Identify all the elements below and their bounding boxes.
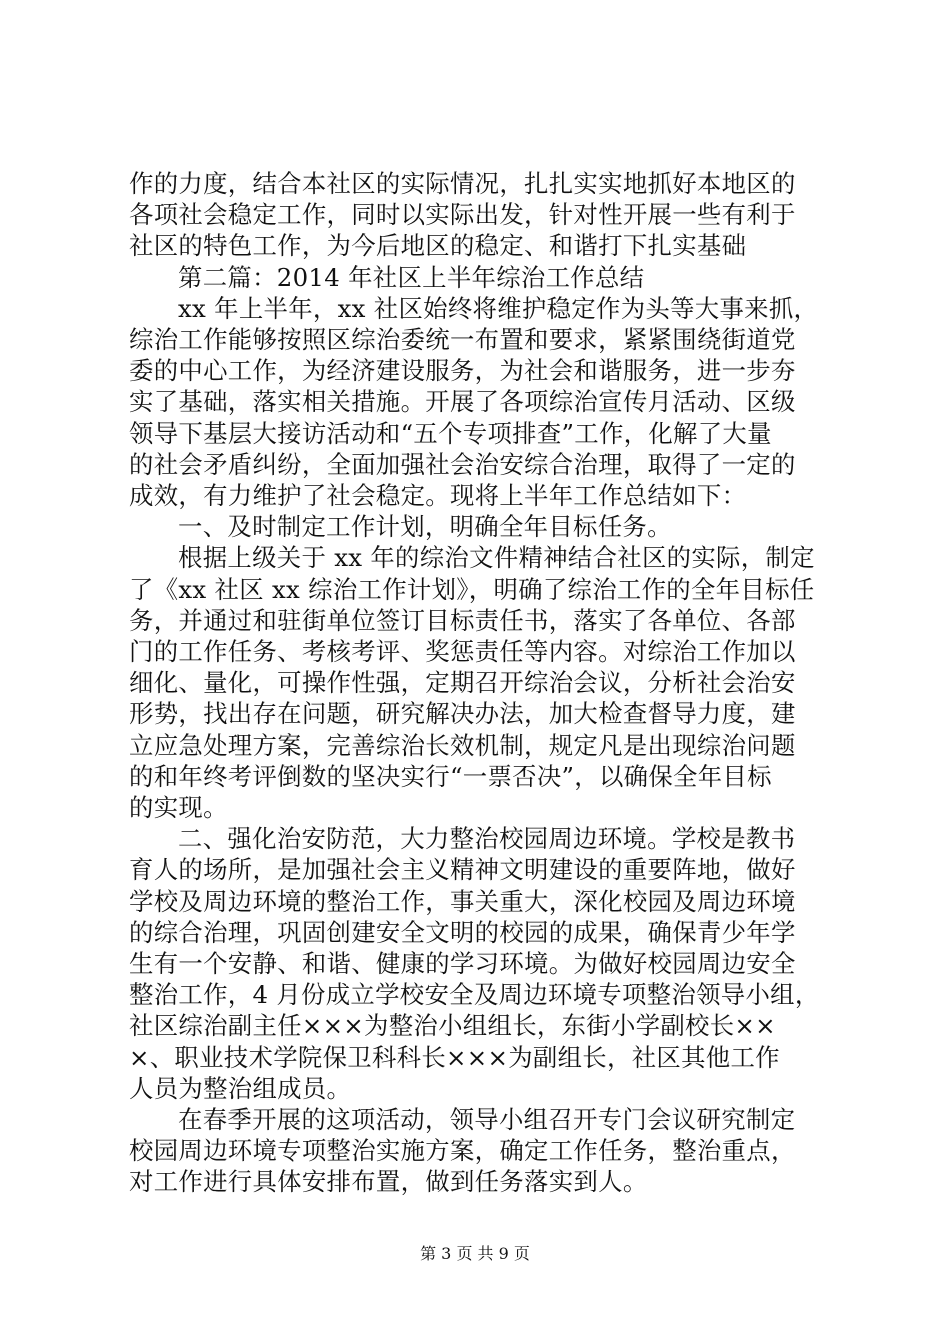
text-line: 了《xx 社区 xx 综治工作计划》，明确了综治工作的全年目标任 bbox=[129, 574, 815, 604]
text-line: 各项社会稳定工作，同时以实际出发，针对性开展一些有利于 bbox=[129, 200, 796, 230]
text-line: 的社会矛盾纠纷，全面加强社会治安综合治理，取得了一定的 bbox=[129, 449, 796, 479]
text-line: 委的中心工作，为经济建设服务，为社会和谐服务，进一步夯 bbox=[129, 356, 796, 386]
text-line: 综治工作能够按照区综治委统一布置和要求，紧紧围绕街道党 bbox=[129, 325, 796, 354]
text-line: 的实现。 bbox=[129, 793, 228, 822]
text-line: 对工作进行具体安排布置，做到任务落实到人。 bbox=[129, 1167, 648, 1197]
text-line: 生有一个安静、和谐、健康的学习环境。为做好校园周边安全 bbox=[129, 949, 796, 978]
section-heading: 第二篇：2014 年社区上半年综治工作总结 bbox=[178, 262, 645, 292]
text-line: 成效，有力维护了社会稳定。现将上半年工作总结如下： bbox=[129, 481, 747, 510]
text-line: 立应急处理方案，完善综治长效机制，规定凡是出现综治问题 bbox=[129, 730, 796, 760]
text-line: 在春季开展的这项活动，领导小组召开专门会议研究制定 bbox=[178, 1105, 796, 1134]
text-line: 细化、量化，可操作性强，定期召开综治会议，分析社会治安 bbox=[129, 668, 796, 698]
text-line: 的综合治理，巩固创建安全文明的校园的成果，确保青少年学 bbox=[129, 917, 796, 947]
text-line: 作的力度，结合本社区的实际情况，扎扎实实地抓好本地区的 bbox=[129, 169, 796, 198]
text-line: 校园周边环境专项整治实施方案，确定工作任务，整治重点， bbox=[129, 1136, 796, 1166]
text-line: 整治工作，4 月份成立学校安全及周边环境专项整治领导小组， bbox=[129, 980, 820, 1010]
text-line: 务，并通过和驻街单位签订目标责任书，落实了各单位、各部 bbox=[129, 605, 796, 635]
text-line: 领导下基层大接访活动和“五个专项排查”工作，化解了大量 bbox=[129, 418, 772, 448]
text-line: 社区综治副主任×××为整治小组组长，东街小学副校长×× bbox=[129, 1011, 776, 1041]
text-line: 育人的场所，是加强社会主义精神文明建设的重要阵地，做好 bbox=[129, 855, 796, 885]
text-line: 根据上级关于 xx 年的综治文件精神结合社区的实际，制定 bbox=[178, 543, 815, 573]
text-line: 学校及周边环境的整治工作，事关重大，深化校园及周边环境 bbox=[129, 886, 796, 916]
text-line: 门的工作任务、考核考评、奖惩责任等内容。对综治工作加以 bbox=[129, 637, 796, 666]
page-number-footer: 第 3 页 共 9 页 bbox=[420, 1244, 530, 1263]
text-line: 人员为整治组成员。 bbox=[129, 1073, 352, 1103]
text-line: 社区的特色工作，为今后地区的稳定、和谐打下扎实基础 bbox=[129, 231, 747, 261]
text-line: 二、强化治安防范，大力整治校园周边环境。学校是教书 bbox=[178, 824, 796, 854]
text-line: 的和年终考评倒数的坚决实行“一票否决”，以确保全年目标 bbox=[129, 761, 772, 791]
text-line: ×、职业技术学院保卫科科长×××为副组长，社区其他工作 bbox=[129, 1042, 780, 1072]
text-line: 形势，找出存在问题，研究解决办法，加大检查督导力度，建 bbox=[129, 699, 796, 729]
text-line: xx 年上半年，xx 社区始终将维护稳定作为头等大事来抓， bbox=[178, 293, 819, 323]
subheading: 一、及时制定工作计划，明确全年目标任务。 bbox=[178, 512, 672, 542]
text-line: 实了基础，落实相关措施。开展了各项综治宣传月活动、区级 bbox=[129, 387, 796, 417]
